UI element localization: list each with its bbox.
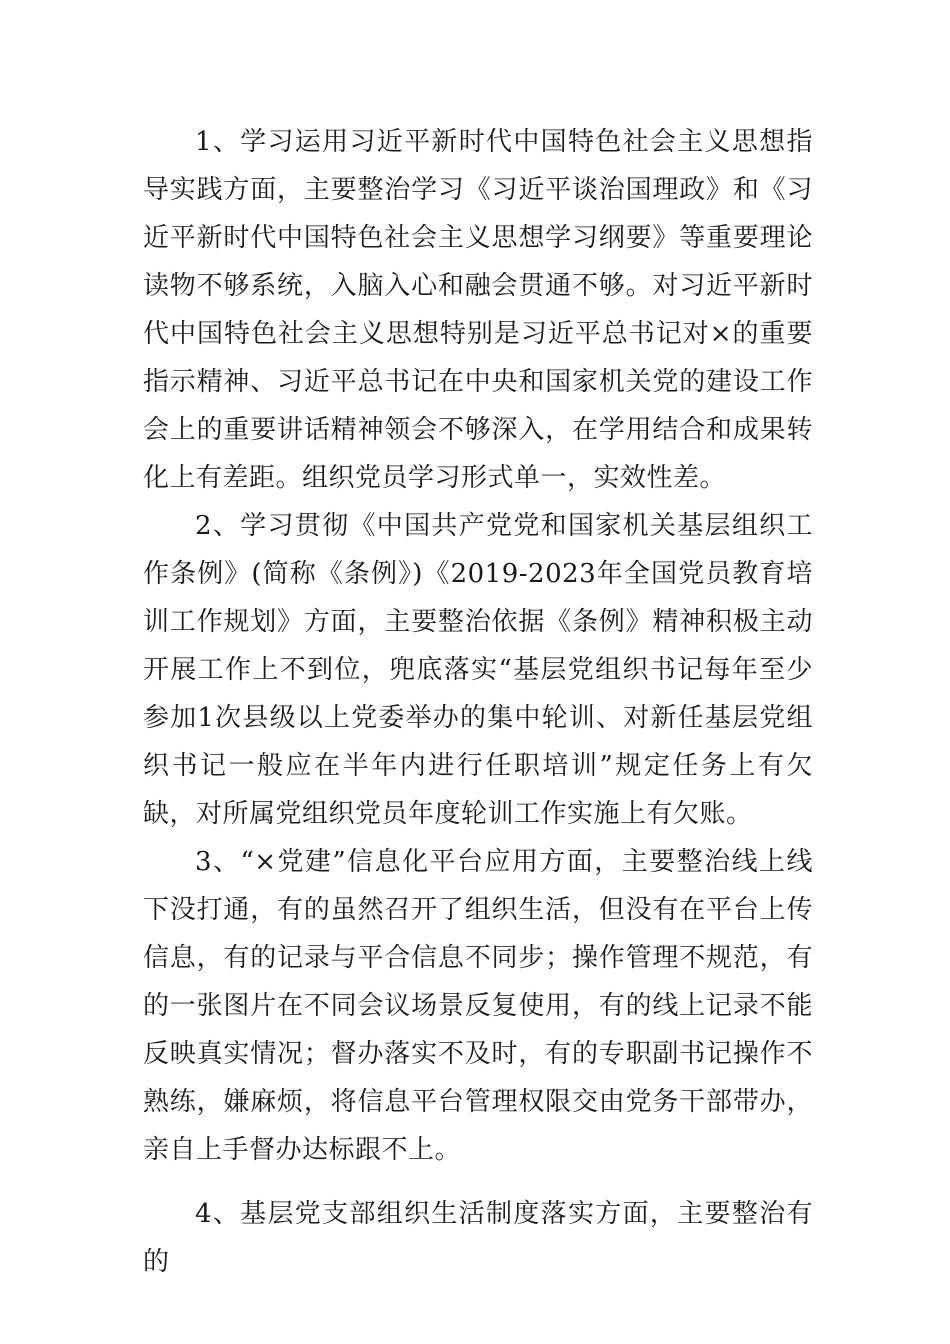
paragraph-4: 4、基层党支部组织生活制度落实方面，主要整治有的 (143, 1199, 813, 1277)
paragraph-1: 1、学习运用习近平新时代中国特色社会主义思想指导实践方面，主要整治学习《习近平谈治国理政》和《习近平新时代中国特色社会主义思想学习纲要》等重要理论读物不够系统，入脑入心和融会贯通不够。对习近平新时代中国特色社会主义思想特别是习近平总书记对×的重要指示精神、习近平总书记在中央和国家机关党的建设工作会上的重要讲话精神领会不够深入，在学用结合和成果转化上有差距。组织党员学习形式单一，实效性差。 (143, 127, 813, 493)
paragraph-3: 3、“×党建”信息化平台应用方面，主要整治线上线下没打通，有的虽然召开了组织生活，但没有在平台上传信息，有的记录与平合信息不同步；操作管理不规范，有的一张图片在不同会议场景反复使用，有的线上记录不能反映真实情况；督办落实不及时，有的专职副书记操作不熟练，嫌麻烦，将信息平台管理权限交由党务干部带办，亲自上手督办达标跟不上。 (143, 847, 813, 1165)
paragraph-2: 2、学习贯彻《中国共产党党和国家机关基层组织工作条例》(简称《条例》)《2019-2023年全国党员教育培训工作规划》方面，主要整治依据《条例》精神积极主动开展工作上不到位，兜底落实“基层党组织书记每年至少参加1次县级以上党委举办的集中轮训、对新任基层党组织书记一般应在半年内进行任职培训”规定任务上有欠缺，对所属党组织党员年度轮训工作实施上有欠账。 (143, 511, 813, 829)
document-body (143, 118, 813, 1286)
